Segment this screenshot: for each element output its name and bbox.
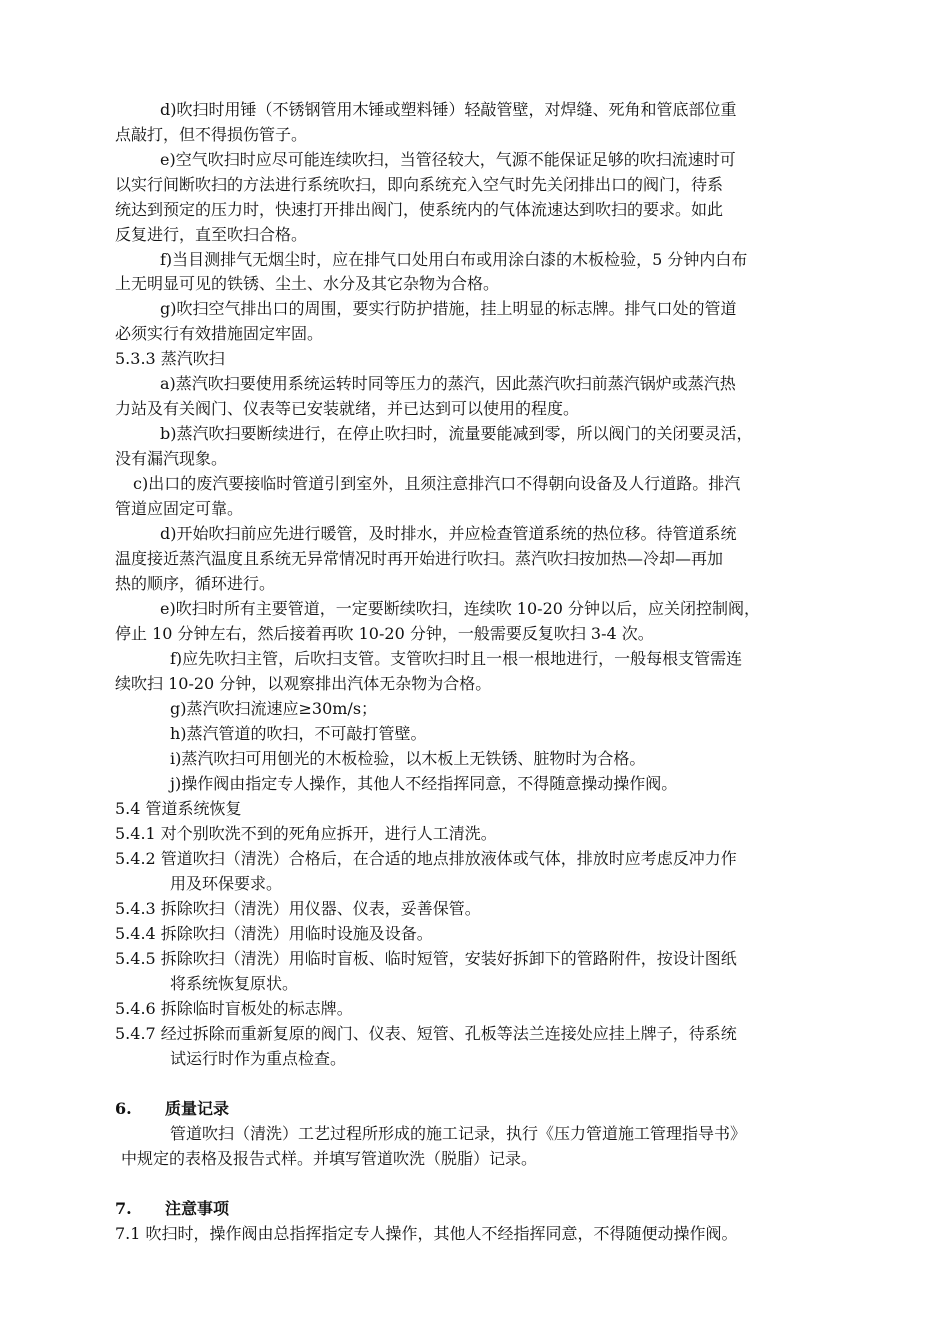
section-number-7: 7. <box>115 1199 132 1218</box>
list-item-5-4-6: 5.4.6 拆除临时盲板处的标志牌。 <box>115 999 353 1018</box>
list-item-5-4-1: 5.4.1 对个别吹洗不到的死角应拆开，进行人工清洗。 <box>115 824 497 843</box>
paragraph-line: i)蒸汽吹扫可用刨光的木板检验，以木板上无铁锈、脏物时为合格。 <box>170 749 646 768</box>
list-item-7-1: 7.1 吹扫时，操作阀由总指挥指定专人操作，其他人不经指挥同意，不得随便动操作阀。 <box>115 1224 738 1243</box>
paragraph-line: 续吹扫 10-20 分钟，以观察排出汽体无杂物为合格。 <box>115 674 492 693</box>
paragraph-line: b)蒸汽吹扫要断续进行，在停止吹扫时，流量要能减到零，所以阀门的关闭要灵活， <box>160 424 753 443</box>
paragraph-line: d)开始吹扫前应先进行暖管，及时排水，并应检查管道系统的热位移。待管道系统 <box>160 524 737 543</box>
list-item-5-4-2: 5.4.2 管道吹扫（清洗）合格后，在合适的地点排放液体或气体，排放时应考虑反冲力作 <box>115 849 737 868</box>
paragraph-line: 点敲打，但不得损伤管子。 <box>115 125 308 144</box>
section-title-quality-records: 质量记录 <box>165 1099 230 1118</box>
paragraph-line: f)当目测排气无烟尘时，应在排气口处用白布或用涂白漆的木板检验，5 分钟内白布 <box>160 250 748 269</box>
paragraph-line: 以实行间断吹扫的方法进行系统吹扫，即向系统充入空气时先关闭排出口的阀门，待系 <box>115 175 724 194</box>
paragraph-line: 中规定的表格及报告式样。并填写管道吹洗（脱脂）记录。 <box>121 1149 538 1168</box>
paragraph-line: h)蒸汽管道的吹扫，不可敲打管壁。 <box>170 724 427 743</box>
paragraph-line: 力站及有关阀门、仪表等已安装就绪，并已达到可以使用的程度。 <box>115 399 580 418</box>
section-title-precautions: 注意事项 <box>165 1199 230 1218</box>
paragraph-line: 必须实行有效措施固定牢固。 <box>115 324 324 343</box>
paragraph-line: j)操作阀由指定专人操作，其他人不经指挥同意，不得随意操动操作阀。 <box>170 774 678 793</box>
list-item-continuation: 将系统恢复原状。 <box>170 974 299 993</box>
list-item-5-4-7: 5.4.7 经过拆除而重新复原的阀门、仪表、短管、孔板等法兰连接处应挂上牌子，待系统 <box>115 1024 737 1043</box>
paragraph-line: e)吹扫时所有主要管道，一定要断续吹扫，连续吹 10-20 分钟以后，应关闭控制阀， <box>160 599 761 618</box>
list-item-continuation: 试运行时作为重点检查。 <box>170 1049 347 1068</box>
paragraph-line: 热的顺序，循环进行。 <box>115 574 276 593</box>
list-item-5-4-3: 5.4.3 拆除吹扫（清洗）用仪器、仪表，妥善保管。 <box>115 899 481 918</box>
paragraph-line: c)出口的废汽要接临时管道引到室外，且须注意排汽口不得朝向设备及人行道路。排汽 <box>133 474 741 493</box>
paragraph-line: g)吹扫空气排出口的周围，要实行防护措施，挂上明显的标志牌。排气口处的管道 <box>160 299 737 318</box>
section-heading-5-4: 5.4 管道系统恢复 <box>115 799 242 818</box>
paragraph-line: 停止 10 分钟左右，然后接着再吹 10-20 分钟，一般需要反复吹扫 3-4 次。 <box>115 624 654 643</box>
list-item-5-4-5: 5.4.5 拆除吹扫（清洗）用临时盲板、临时短管，安装好拆卸下的管路附件，按设计图纸 <box>115 949 737 968</box>
paragraph-line: e)空气吹扫时应尽可能连续吹扫，当管径较大，气源不能保证足够的吹扫流速时可 <box>160 150 736 169</box>
paragraph-line: f)应先吹扫主管，后吹扫支管。支管吹扫时且一根一根地进行，一般每根支管需连 <box>170 649 743 668</box>
paragraph-line: 没有漏汽现象。 <box>115 449 228 468</box>
paragraph-line: 反复进行，直至吹扫合格。 <box>115 225 308 244</box>
list-item-5-4-4: 5.4.4 拆除吹扫（清洗）用临时设施及设备。 <box>115 924 433 943</box>
list-item-continuation: 用及环保要求。 <box>170 874 283 893</box>
paragraph-line: 管道吹扫（清洗）工艺过程所形成的施工记录，执行《压力管道施工管理指导书》 <box>170 1124 747 1143</box>
paragraph-line: 上无明显可见的铁锈、尘土、水分及其它杂物为合格。 <box>115 274 500 293</box>
paragraph-line: d)吹扫时用锤（不锈钢管用木锤或塑料锤）轻敲管壁，对焊缝、死角和管底部位重 <box>160 100 737 119</box>
paragraph-line: 统达到预定的压力时，快速打开排出阀门，使系统内的气体流速达到吹扫的要求。如此 <box>115 200 724 219</box>
section-number-6: 6. <box>115 1099 132 1118</box>
section-heading-5-3-3: 5.3.3 蒸汽吹扫 <box>115 349 225 368</box>
paragraph-line: 管道应固定可靠。 <box>115 499 244 518</box>
paragraph-line: g)蒸汽吹扫流速应≥30m/s； <box>170 699 378 718</box>
paragraph-line: 温度接近蒸汽温度且系统无异常情况时再开始进行吹扫。蒸汽吹扫按加热—冷却—再加 <box>115 549 724 568</box>
paragraph-line: a)蒸汽吹扫要使用系统运转时同等压力的蒸汽，因此蒸汽吹扫前蒸汽锅炉或蒸汽热 <box>160 374 736 393</box>
